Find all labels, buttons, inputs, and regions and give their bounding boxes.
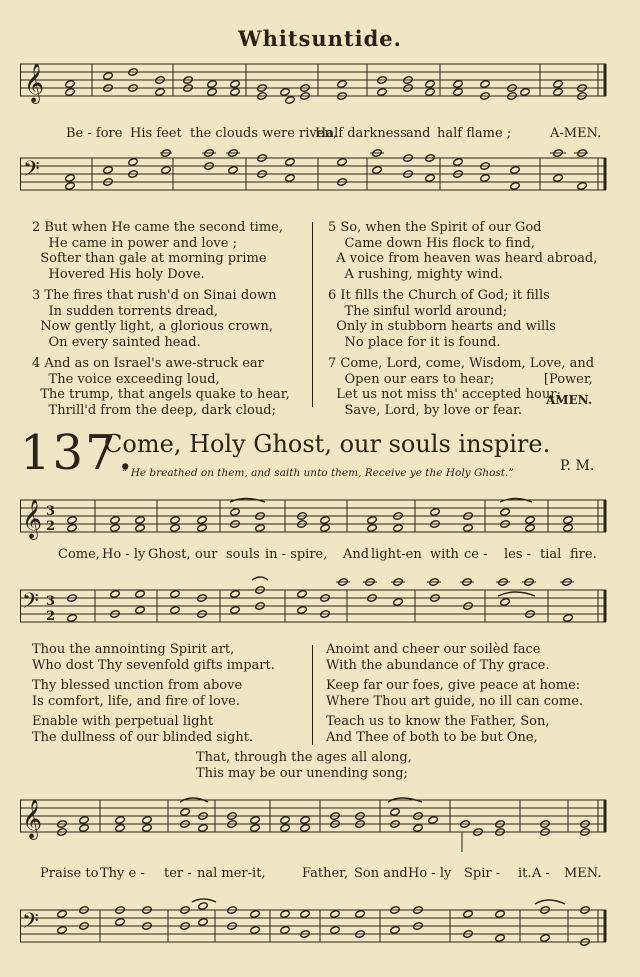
verse: Thy blessed unction from above Is comfort, life, and fire of love. [32, 678, 243, 709]
lyric-word: souls [226, 547, 260, 562]
lyric-word: and [406, 126, 431, 141]
lyric-word: les - [504, 547, 532, 562]
lyric-word: Be - fore [66, 126, 123, 141]
lyric-word: our [195, 547, 218, 562]
time-signature: 2 [46, 519, 56, 534]
lyric-word: Praise to [40, 866, 99, 881]
time-signature: 3 [46, 504, 56, 519]
verse: Keep far our foes, give peace at home: Where Thou art guide, no ill can come. [326, 678, 584, 709]
lyric-word: with [430, 547, 459, 562]
amen-end: AMEN. [546, 393, 593, 407]
verses-left-top [32, 220, 290, 418]
bass-staff-137a [20, 576, 610, 636]
verse: Enable with perpetual light The dullness of our blinded sight. [32, 714, 254, 745]
verse: 3 The fires that rush'd on Sinai down In sudden torrents dread, Now gently light, a glorious crown, On every sainted head. [32, 288, 277, 350]
treble-staff-top [20, 58, 610, 128]
treble-staff-137a [20, 494, 610, 544]
lyric-word: Son and [354, 866, 408, 881]
lyric-word: tial [540, 547, 562, 562]
hymn-number: 137. [20, 425, 135, 481]
lyric-word: Spir - [464, 866, 501, 881]
hymn-meter: P. M. [560, 458, 595, 474]
lyric-word: A - [532, 866, 550, 881]
treble-clef-icon: 𝄞 [22, 499, 43, 539]
time-signature: 3 [46, 594, 56, 609]
lyric-word: And [343, 547, 370, 562]
bass-staff-137b [20, 896, 610, 966]
verse: 5 So, when the Spirit of our God Came down His flock to find, A voice from heaven was heard abroad, A rushing, mighty wind. [328, 220, 598, 282]
lyric-word: Father, [302, 866, 349, 881]
verse: 4 And as on Israel's awe-struck ear The voice exceeding loud, The trump, that angels quake to hear, Thrill'd from the deep, dark cloud; [32, 356, 290, 418]
lyric-word: Ghost, [148, 547, 191, 562]
treble-clef-icon: 𝄞 [22, 799, 43, 839]
lyric-word: Ho - ly [408, 866, 452, 881]
verse: 6 It fills the Church of God; it fills The sinful world around; Only in stubborn hearts and wills No place for it is found. [328, 288, 556, 350]
hymn-epigraph: “ He breathed on them, and saith unto them, Receive ye the Holy Ghost.” [122, 467, 514, 479]
verses-left-137 [32, 642, 275, 745]
lyric-word: Ho - ly [102, 547, 146, 562]
lyric-word: Come, [58, 547, 100, 562]
column-divider [312, 645, 313, 745]
verse: Anoint and cheer our soilèd face With the abundance of Thy grace. [326, 642, 550, 673]
bass-clef-icon: 𝄢 [22, 909, 39, 939]
lyric-word: half flame ; [437, 126, 512, 141]
closing-verse: That, through the ages all along, This may be our unending song; [196, 750, 412, 781]
verse: Teach us to know the Father, Son, And Thee of both to be but One, [326, 714, 550, 745]
bass-clef-icon: 𝄢 [23, 157, 40, 187]
lyric-word: light-en [371, 547, 422, 562]
lyric-word: nal mer-it, [197, 866, 266, 881]
verses-right-top [328, 220, 597, 418]
verse: Thou the annointing Spirit art, Who dost Thy sevenfold gifts impart. [32, 642, 275, 673]
lyric-word: ter - [164, 866, 192, 881]
bass-staff-top [20, 150, 610, 210]
lyric-word: fire. [570, 547, 597, 562]
time-signature: 2 [46, 609, 56, 624]
verses-right-137 [326, 642, 583, 745]
lyric-word: Thy e - [100, 866, 145, 881]
verse: 7 Come, Lord, come, Wisdom, Love, and Open our ears to hear; [Power, Let us not miss th' accepted hour; Save, Lord, by love or fear. [328, 356, 595, 418]
lyric-word: the clouds were riven, [190, 126, 337, 141]
lyric-word: ce - [464, 547, 488, 562]
lyric-word: in - spire, [265, 547, 328, 562]
verse: 2 But when He came the second time, He came in power and love ; Softer than gale at morning prime Hovered His holy Dove. [32, 220, 283, 282]
treble-clef-icon: 𝄞 [24, 63, 45, 103]
section-title: Whitsuntide. [238, 26, 402, 51]
column-divider [312, 222, 313, 407]
treble-staff-137b [20, 790, 610, 860]
bass-clef-icon: 𝄢 [22, 589, 39, 619]
lyric-word: MEN. [564, 866, 602, 881]
hymn-title: Come, Holy Ghost, our souls inspire. [104, 430, 551, 458]
lyric-word: it. [518, 866, 532, 881]
lyric-word: His feet [130, 126, 182, 141]
lyric-word: Half darkness [315, 126, 407, 141]
lyric-word: A-MEN. [550, 126, 602, 141]
